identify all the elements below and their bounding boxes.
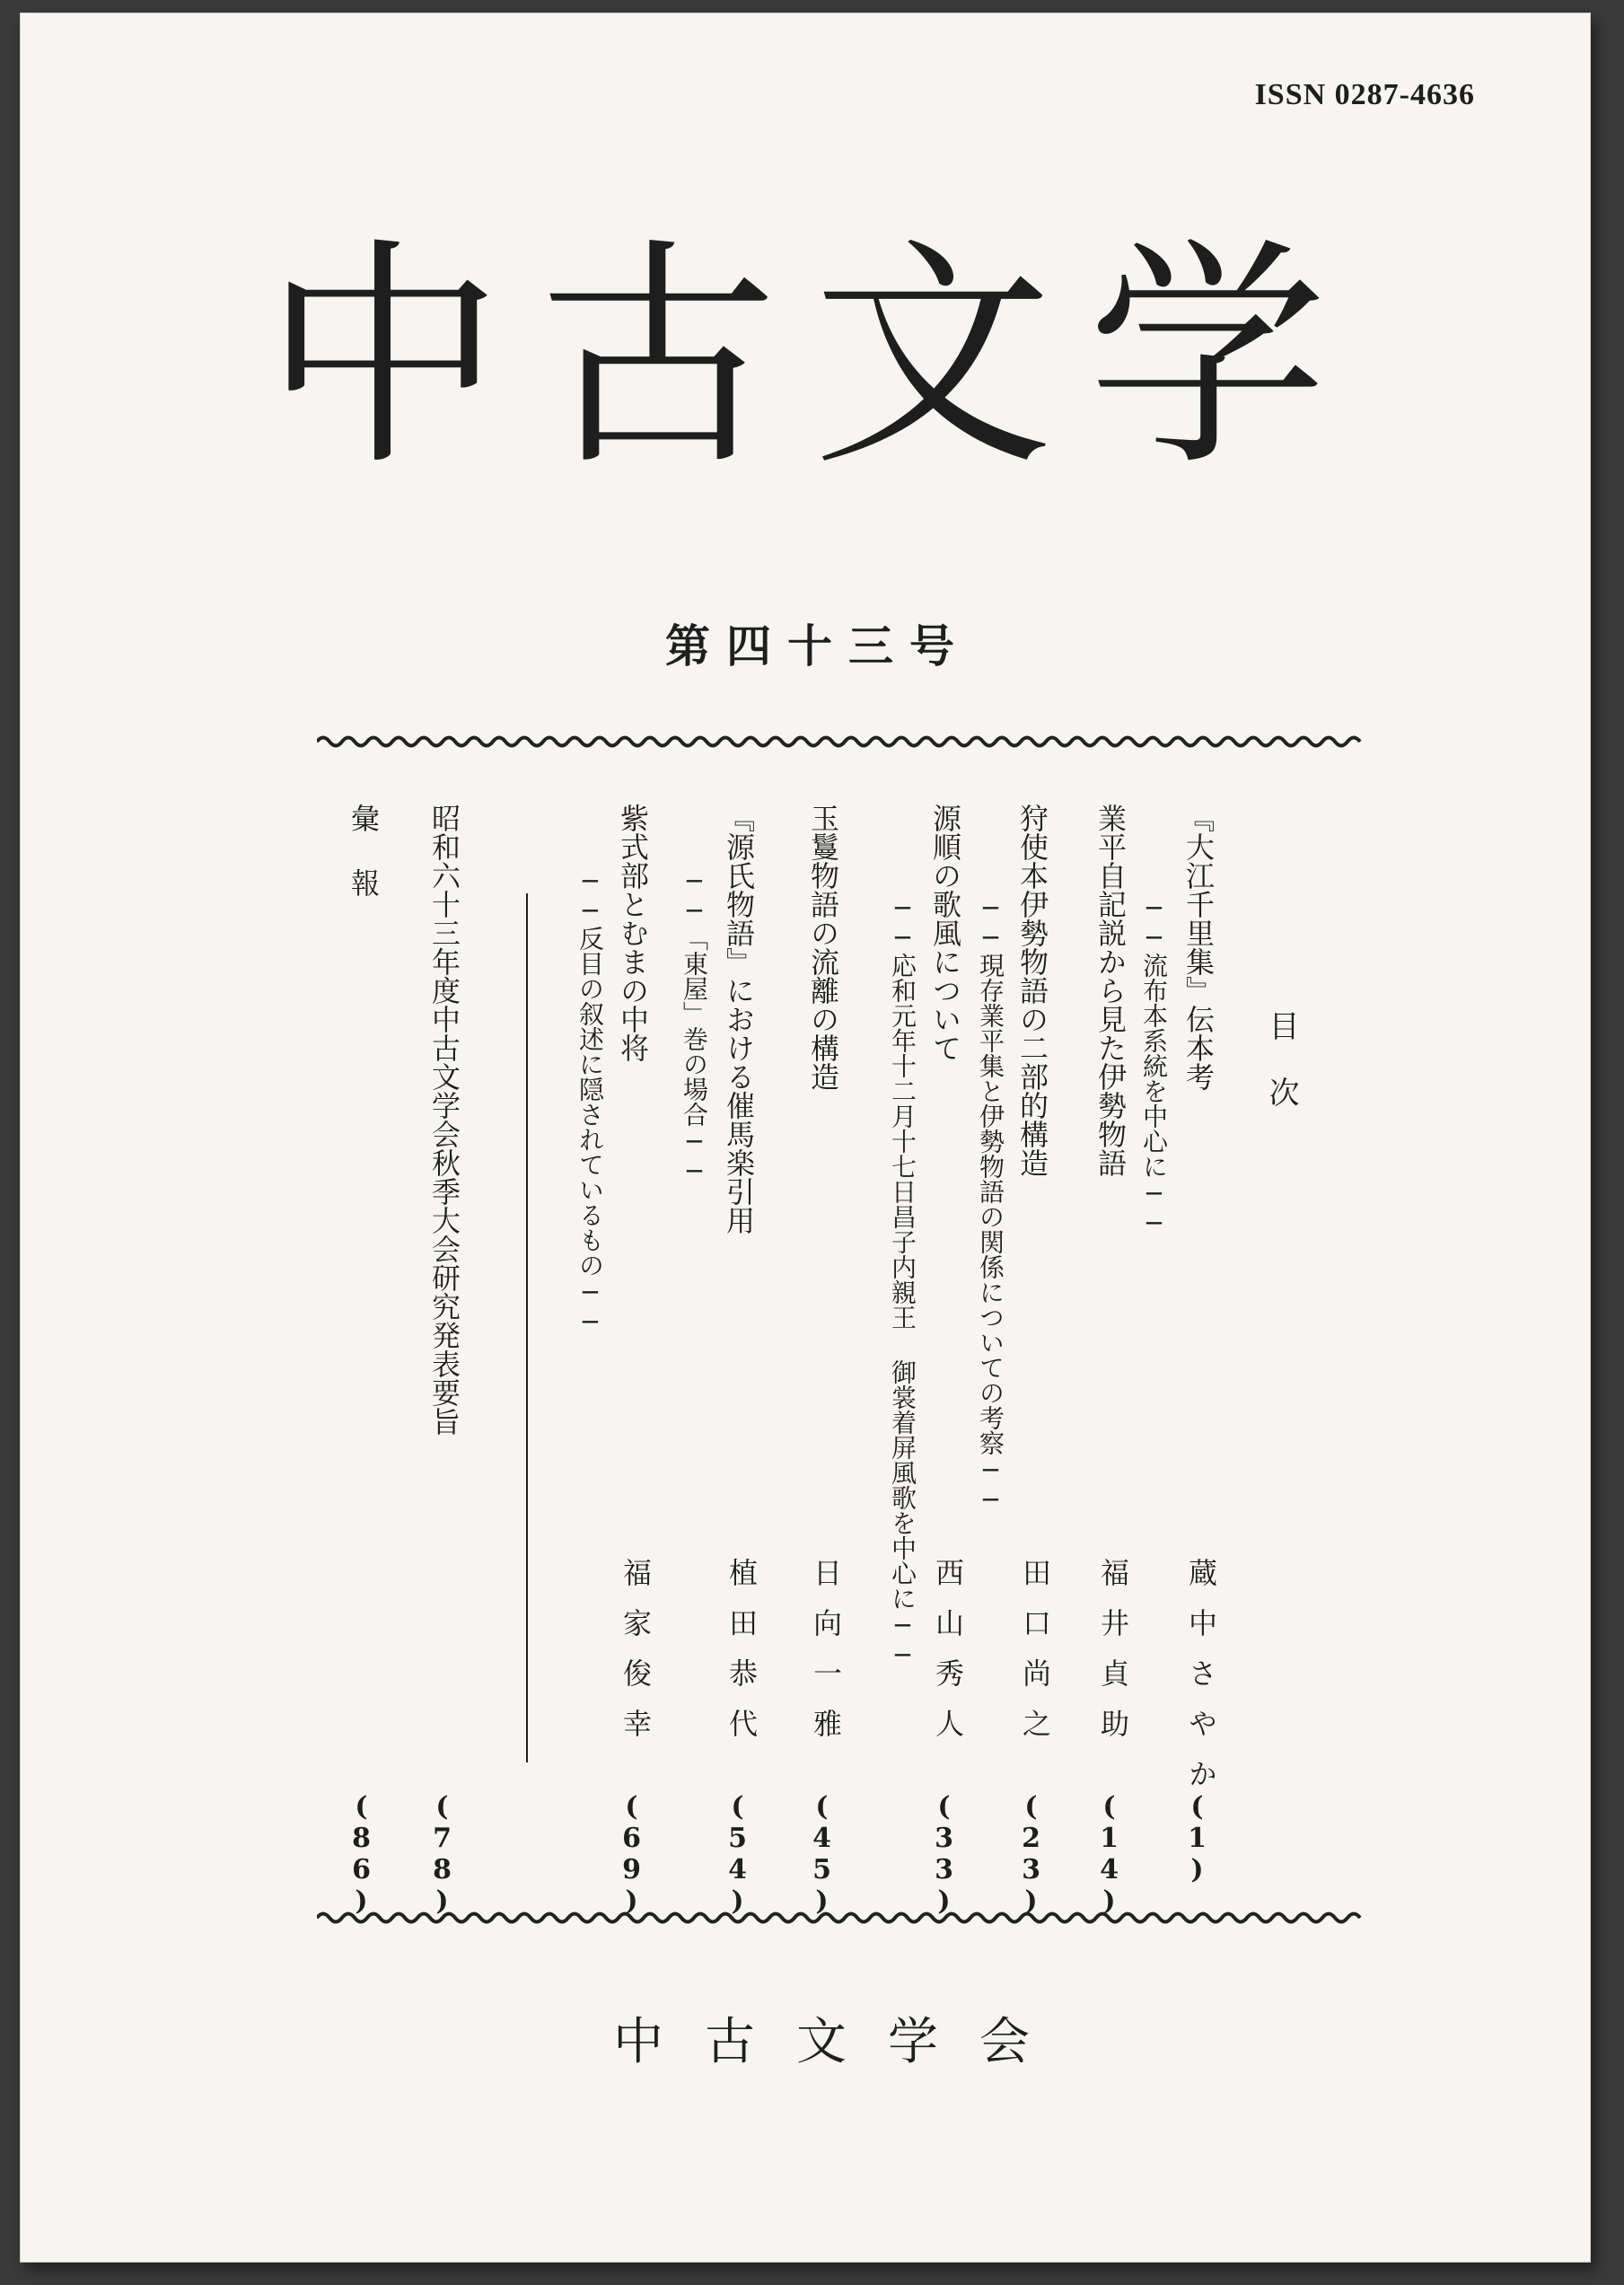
- table-of-contents: [344, 804, 1340, 1917]
- issue-number: 第四十三号: [665, 620, 970, 672]
- toc-entry-subtitle: ──「東屋」巻の場合──: [680, 866, 709, 1186]
- toc-entry-author: 西山秀人: [931, 1558, 965, 1759]
- toc-entry-page: (86): [346, 1791, 377, 1917]
- bottom-wavy-divider: [317, 1908, 1363, 1928]
- toc-entry-title: 源順の歌風について: [928, 804, 962, 1062]
- journal-title: 中古文学: [263, 218, 1362, 498]
- toc-entry-author: 日向一雅: [809, 1558, 843, 1759]
- toc-entry-page: (23): [1015, 1791, 1047, 1917]
- toc-entry-page: (45): [806, 1791, 838, 1917]
- toc-entry-author: 福井貞助: [1096, 1558, 1130, 1759]
- toc-entry-subtitle: ──応和元年十二月十七日昌子内親王 御裳着屏風歌を中心に──: [888, 893, 917, 1670]
- toc-entry: [344, 804, 383, 1872]
- toc-entry-title: 彙報: [347, 804, 381, 933]
- toc-entry-title: 『源氏物語』における催馬楽引用: [722, 804, 756, 1235]
- toc-entry-subtitle: ──現存業平集と伊勢物語の関係についての考察──: [976, 893, 1005, 1515]
- issn-number: ISSN 0287-4636: [1254, 78, 1475, 111]
- journal-cover: [20, 13, 1591, 2263]
- toc-entry-title: 狩使本伊勢物語の二部的構造: [1015, 804, 1049, 1177]
- toc-entry-author: 福家俊幸: [619, 1558, 653, 1759]
- toc-heading: 目次: [1263, 1010, 1299, 1143]
- toc-entry-title: 玉鬘物語の流離の構造: [806, 804, 840, 1091]
- toc-entry-subtitle: ──流布本系統を中心に──: [1139, 893, 1169, 1238]
- toc-entry-title: 業平自記説から見た伊勢物語: [1093, 804, 1128, 1177]
- toc-entry-page: (14): [1093, 1791, 1125, 1917]
- column-divider-line: [526, 893, 528, 1762]
- toc-entry-page: (69): [616, 1791, 647, 1917]
- toc-entry-page: (78): [426, 1791, 458, 1917]
- toc-entry: [425, 804, 464, 1872]
- toc-entry-page: (1): [1181, 1791, 1213, 1885]
- toc-entry-page: (33): [928, 1791, 960, 1917]
- toc-entry-author: 植田恭代: [724, 1558, 759, 1759]
- toc-entry-title: 紫式部とむまの中将: [616, 804, 650, 1062]
- toc-entry-subtitle: ──反目の叙述に隠されているもの──: [575, 866, 605, 1337]
- toc-entry-author: 蔵中さやか: [1184, 1558, 1218, 1809]
- publisher-name: 中古文学会: [613, 2013, 1071, 2071]
- toc-entry-page: (54): [722, 1791, 753, 1917]
- toc-entry-title: 昭和六十三年度中古文学会秋季大会研究発表要旨: [427, 804, 461, 1436]
- top-wavy-divider: [317, 732, 1363, 751]
- toc-entry-title: 『大江千里集』伝本考: [1181, 804, 1216, 1091]
- toc-entry-author: 田口尚之: [1018, 1558, 1052, 1759]
